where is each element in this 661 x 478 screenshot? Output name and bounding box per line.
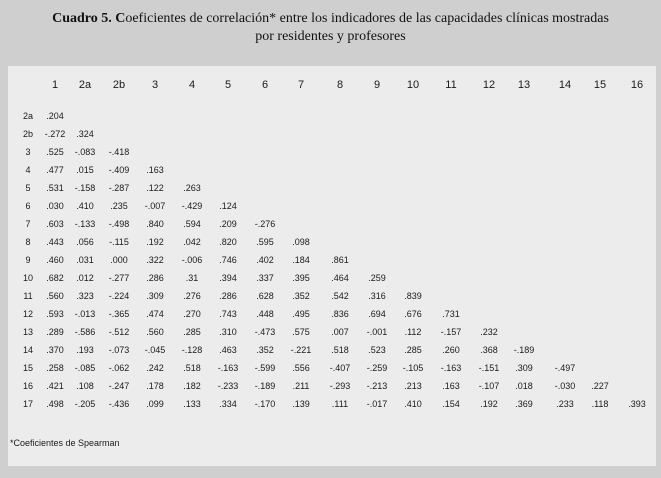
row-label-5: 5	[25, 183, 31, 193]
column-header-5: 5	[224, 79, 232, 91]
table-cell: .309	[146, 291, 164, 301]
table-cell: .337	[256, 273, 274, 283]
table-cell: -.170	[254, 399, 276, 409]
table-cell: .443	[46, 237, 64, 247]
table-cell: -.013	[74, 309, 96, 319]
table-cell: -.083	[74, 147, 96, 157]
table-cell: .124	[219, 201, 237, 211]
table-cell: -.407	[329, 363, 351, 373]
table-cell: .286	[219, 291, 237, 301]
table-cell: -.497	[554, 363, 576, 373]
table-cell: .448	[256, 309, 274, 319]
table-cell: -.512	[108, 327, 130, 337]
table-cell: -.151	[478, 363, 500, 373]
column-header-15: 15	[593, 79, 607, 91]
table-cell: .477	[46, 165, 64, 175]
caption-line-1-rest: oeficientes de correlación* entre los indicadores de las capacidades clínicas mostradas	[125, 11, 609, 26]
row-label-8: 8	[25, 237, 31, 247]
table-cell: -.293	[329, 381, 351, 391]
table-cell: .402	[256, 255, 274, 265]
row-label-6: 6	[25, 201, 31, 211]
table-cell: .518	[183, 363, 201, 373]
table-cell: .560	[146, 327, 164, 337]
table-cell: .309	[515, 363, 533, 373]
table-cell: .594	[183, 219, 201, 229]
table-cell: -.418	[108, 147, 130, 157]
table-cell: .523	[368, 345, 386, 355]
table-cell: -.287	[108, 183, 130, 193]
table-cell: -.115	[109, 237, 129, 247]
table-cell: .518	[331, 345, 349, 355]
table-cell: .676	[404, 309, 422, 319]
table-cell: .421	[46, 381, 64, 391]
table-cell: .839	[404, 291, 422, 301]
table-cell: .460	[46, 255, 64, 265]
table-cell: -.247	[108, 381, 130, 391]
table-cell: .276	[183, 291, 201, 301]
table-cell: .464	[331, 273, 349, 283]
table-cell: -.586	[74, 327, 96, 337]
table-cell: .178	[146, 381, 164, 391]
table-cell: .108	[76, 381, 94, 391]
column-header-11: 11	[445, 79, 457, 91]
table-cell: .694	[368, 309, 386, 319]
column-header-12: 12	[482, 79, 496, 91]
table-cell: .192	[146, 237, 164, 247]
table-cell: .286	[146, 273, 164, 283]
table-cell: .285	[404, 345, 422, 355]
table-cell: .260	[442, 345, 460, 355]
table-cell: -.062	[108, 363, 130, 373]
table-cell: .056	[76, 237, 94, 247]
table-cell: .242	[146, 363, 164, 373]
table-cell: -.365	[108, 309, 130, 319]
column-header-2a: 2a	[78, 79, 92, 91]
table-cell: -.599	[254, 363, 276, 373]
table-cell: .370	[46, 345, 64, 355]
table-cell: .007	[331, 327, 349, 337]
table-cell: -.233	[217, 381, 239, 391]
table-cell: .595	[256, 237, 274, 247]
table-cell: .394	[219, 273, 237, 283]
table-cell: .393	[628, 399, 646, 409]
table-cell: .133	[183, 399, 201, 409]
table-cell: .154	[442, 399, 460, 409]
table-cell: -.128	[181, 345, 203, 355]
table-cell: .731	[442, 309, 460, 319]
table-cell: .139	[292, 399, 310, 409]
table-cell: -.157	[440, 327, 462, 337]
column-header-8: 8	[336, 79, 344, 91]
table-cell: .258	[46, 363, 64, 373]
table-cell: .556	[292, 363, 310, 373]
table-cell: .118	[591, 399, 609, 409]
row-label-14: 14	[22, 345, 33, 355]
table-cell: .840	[146, 219, 164, 229]
table-cell: -.007	[144, 201, 166, 211]
table-cell: -.045	[144, 345, 166, 355]
table-cell: .746	[219, 255, 237, 265]
table-cell: .575	[292, 327, 310, 337]
table-cell: .111	[331, 399, 349, 409]
table-cell: -.429	[181, 201, 203, 211]
table-cell: -.436	[108, 399, 130, 409]
column-header-3: 3	[151, 79, 159, 91]
table-cell: .682	[46, 273, 64, 283]
row-label-4: 4	[25, 165, 31, 175]
table-cell: .012	[76, 273, 94, 283]
table-cell: .098	[292, 237, 310, 247]
table-cell: .323	[76, 291, 94, 301]
table-cell: .018	[515, 381, 533, 391]
table-cell: -.085	[74, 363, 96, 373]
table-cell: .369	[515, 399, 533, 409]
table-cell: -.163	[440, 363, 462, 373]
caption-line-2: por residentes y profesores	[255, 29, 406, 44]
table-cell: -.163	[217, 363, 239, 373]
table-cell: -.473	[254, 327, 276, 337]
table-cell: -.073	[108, 345, 130, 355]
table-cell: .31	[185, 273, 199, 283]
table-cell: .030	[46, 201, 64, 211]
table-cell: .015	[76, 165, 94, 175]
column-header-7: 7	[297, 79, 305, 91]
table-cell: .628	[256, 291, 274, 301]
column-header-1: 1	[51, 79, 59, 91]
table-cell: .410	[404, 399, 422, 409]
table-cell: .495	[292, 309, 310, 319]
column-header-4: 4	[188, 79, 196, 91]
table-cell: -.221	[290, 345, 312, 355]
table-cell: -.017	[366, 399, 388, 409]
table-cell: .227	[591, 381, 609, 391]
table-cell: .192	[480, 399, 498, 409]
table-cell: .560	[46, 291, 64, 301]
table-cell: .163	[146, 165, 164, 175]
table-cell: -.277	[108, 273, 130, 283]
table-cell: .000	[110, 255, 128, 265]
table-cell: -.030	[554, 381, 576, 391]
column-header-14: 14	[558, 79, 572, 91]
footnote: *Coeficientes de Spearman	[10, 438, 120, 448]
table-cell: .122	[146, 183, 164, 193]
table-cell: .324	[76, 129, 94, 139]
table-cell: .235	[110, 201, 128, 211]
table-cell: .270	[183, 309, 201, 319]
table-cell: -.276	[254, 219, 276, 229]
table-cell: .410	[76, 201, 94, 211]
table-cell: .213	[404, 381, 422, 391]
table-cell: .182	[183, 381, 201, 391]
row-label-11: 11	[23, 291, 33, 301]
column-header-13: 13	[517, 79, 531, 91]
table-cell: .743	[219, 309, 237, 319]
row-label-12: 12	[22, 309, 33, 319]
table-cell: -.133	[74, 219, 96, 229]
table-cell: -.224	[108, 291, 130, 301]
table-cell: .233	[556, 399, 574, 409]
table-cell: -.189	[254, 381, 276, 391]
table-cell: -.001	[366, 327, 388, 337]
column-header-2b: 2b	[112, 79, 126, 91]
table-cell: -.158	[74, 183, 96, 193]
table-cell: -.205	[74, 399, 96, 409]
table-cell: .861	[331, 255, 349, 265]
table-cell: .525	[46, 147, 64, 157]
table-cell: .352	[292, 291, 310, 301]
table-cell: .836	[331, 309, 349, 319]
table-cell: -.006	[181, 255, 203, 265]
table-cell: .193	[76, 345, 94, 355]
table-cell: -.213	[366, 381, 388, 391]
column-header-6: 6	[261, 79, 269, 91]
caption-bold: Cuadro 5. C	[52, 11, 126, 26]
table-cell: .603	[46, 219, 64, 229]
table-cell: .474	[146, 309, 164, 319]
table-cell: .209	[219, 219, 237, 229]
table-cell: -.259	[366, 363, 388, 373]
correlation-table	[8, 66, 656, 466]
table-cell: .820	[219, 237, 237, 247]
table-cell: .031	[76, 255, 94, 265]
table-cell: -.498	[108, 219, 130, 229]
table-cell: .112	[404, 327, 422, 337]
table-cell: .204	[46, 111, 64, 121]
table-cell: .316	[368, 291, 386, 301]
table-cell: .531	[46, 183, 64, 193]
table-cell: .163	[442, 381, 460, 391]
table-cell: .289	[46, 327, 64, 337]
row-label-2a: 2a	[22, 111, 33, 121]
row-label-10: 10	[22, 273, 33, 283]
table-cell: .042	[183, 237, 201, 247]
caption-line-1	[0, 10, 661, 28]
table-cell: -.272	[44, 129, 66, 139]
table-cell: .542	[331, 291, 349, 301]
row-label-15: 15	[22, 363, 33, 373]
column-header-10: 10	[406, 79, 420, 91]
table-cell: .352	[256, 345, 274, 355]
table-cell: -.107	[478, 381, 500, 391]
table-cell: .285	[183, 327, 201, 337]
table-cell: -.409	[108, 165, 130, 175]
row-label-13: 13	[22, 327, 33, 337]
row-label-16: 16	[22, 381, 33, 391]
table-cell: -.105	[402, 363, 424, 373]
table-cell: .259	[368, 273, 386, 283]
table-cell: .232	[480, 327, 498, 337]
table-cell: .334	[219, 399, 237, 409]
table-cell: .368	[480, 345, 498, 355]
table-cell: -.189	[513, 345, 535, 355]
row-label-7: 7	[25, 219, 31, 229]
row-label-9: 9	[25, 255, 31, 265]
table-cell: .310	[219, 327, 237, 337]
table-cell: .463	[219, 345, 237, 355]
table-cell: .263	[183, 183, 201, 193]
table-caption	[0, 10, 661, 46]
column-header-16: 16	[630, 79, 644, 91]
table-cell: .322	[146, 255, 164, 265]
table-cell: .184	[292, 255, 310, 265]
column-header-9: 9	[373, 79, 381, 91]
row-label-17: 17	[22, 399, 33, 409]
table-cell: .593	[46, 309, 64, 319]
table-cell: .211	[292, 381, 310, 391]
table-cell: .395	[292, 273, 310, 283]
table-cell: .498	[46, 399, 64, 409]
table-cell: .099	[146, 399, 164, 409]
row-label-3: 3	[25, 147, 31, 157]
row-label-2b: 2b	[22, 129, 33, 139]
